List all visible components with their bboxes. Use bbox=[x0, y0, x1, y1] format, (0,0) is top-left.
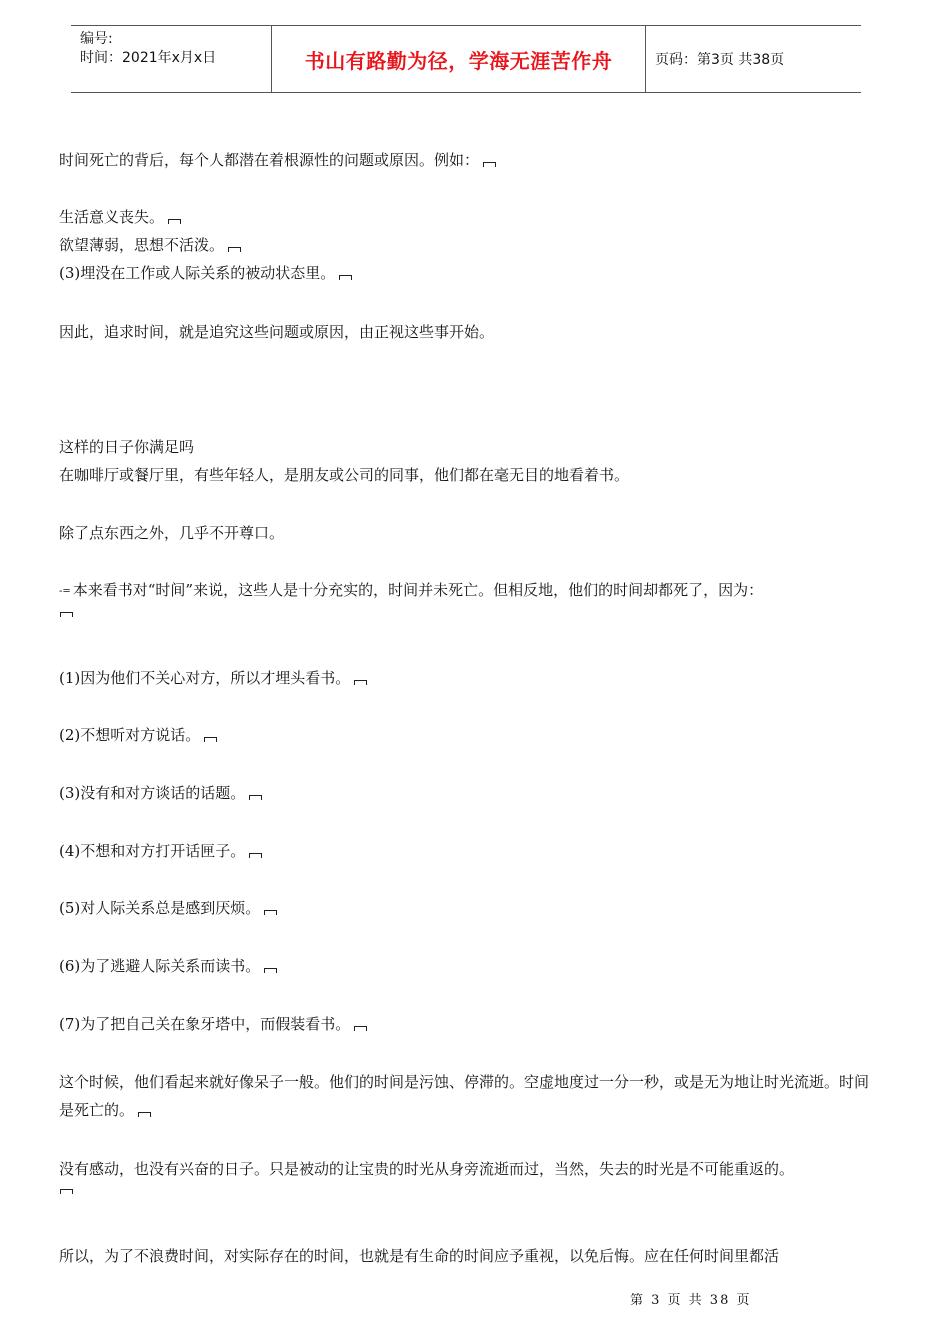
paragraph-mark-icon bbox=[60, 1189, 73, 1194]
paragraph: 在咖啡厅或餐厅里，有些年轻人，是朋友或公司的同事，他们都在毫无目的地看着书。 bbox=[59, 466, 630, 484]
paragraph: 所以，为了不浪费时间，对实际存在的时间，也就是有生命的时间应予重视，以免后悔。应在任何时间里都活 bbox=[59, 1247, 780, 1265]
document-header bbox=[71, 25, 861, 93]
paragraph: 没有感动，也没有兴奋的日子。只是被动的让宝贵的时光从身旁流逝而过，当然，失去的时光是不可能重返的。 bbox=[59, 1155, 889, 1194]
list-item: (4)不想和对方打开话匣子。 bbox=[59, 837, 889, 865]
paragraph-mark-icon bbox=[339, 275, 352, 280]
paragraph: 因此，追求时间，就是追究这些问题或原因，由正视这些事开始。 bbox=[59, 323, 495, 341]
paragraph-mark-icon bbox=[249, 853, 262, 858]
paragraph-prefix: -= bbox=[59, 586, 71, 597]
paragraph: 时间死亡的背后，每个人都潜在着根源性的问题或原因。例如： bbox=[59, 146, 889, 174]
list-item: (1)因为他们不关心对方，所以才埋头看书。 bbox=[59, 664, 889, 692]
header-motto-cell bbox=[272, 26, 646, 92]
paragraph: 欲望薄弱，思想不活泼。 bbox=[59, 231, 889, 259]
paragraph-mark-icon bbox=[204, 737, 217, 742]
page-footer bbox=[630, 1289, 751, 1308]
number-label: 编号: bbox=[80, 31, 113, 47]
list-item: (2)不想听对方说话。 bbox=[59, 721, 889, 749]
paragraph: 生活意义丧失。 bbox=[59, 203, 889, 231]
list-item: (3)没有和对方谈话的话题。 bbox=[59, 779, 889, 807]
paragraph: 这个时候，他们看起来就好像呆子一般。他们的时间是污蚀、停滞的。空虚地度过一分一秒，或是无为地让时光流逝。时间是死亡的。 bbox=[59, 1073, 870, 1119]
paragraph: (3)埋没在工作或人际关系的被动状态里。 bbox=[59, 259, 889, 287]
motto-text: 书山有路勤为径，学海无涯苦作舟 bbox=[304, 48, 613, 73]
list-item: (6)为了逃避人际关系而读书。 bbox=[59, 952, 889, 980]
section-heading: 这样的日子你满足吗 bbox=[59, 438, 195, 456]
paragraph-mark-icon bbox=[228, 247, 241, 252]
time-label: 时间：2021年x月x日 bbox=[80, 50, 217, 66]
paragraph-mark-icon bbox=[354, 1026, 367, 1031]
footer-page-info: 第 3 页 共 38 页 bbox=[630, 1293, 752, 1308]
paragraph-mark-icon bbox=[354, 680, 367, 685]
paragraph-mark-icon bbox=[168, 219, 181, 224]
paragraph: -= 本来看书对“时间”来说，这些人是十分充实的，时间并未死亡。但相反地，他们的时间却都死了，因为： bbox=[59, 576, 889, 617]
list-item: (7)为了把自己关在象牙塔中，而假装看书。 bbox=[59, 1010, 889, 1038]
paragraph-mark-icon bbox=[138, 1112, 151, 1117]
paragraph-mark-icon bbox=[249, 795, 262, 800]
paragraph: 除了点东西之外，几乎不开尊口。 bbox=[59, 524, 285, 542]
list-item: (5)对人际关系总是感到厌烦。 bbox=[59, 894, 889, 922]
header-meta-cell bbox=[71, 26, 272, 92]
paragraph-mark-icon bbox=[60, 612, 73, 617]
paragraph-mark-icon bbox=[483, 162, 496, 167]
paragraph-mark-icon bbox=[264, 968, 277, 973]
page-label: 页码：第3页 共38页 bbox=[655, 52, 785, 68]
paragraph-mark-icon bbox=[264, 910, 277, 915]
header-page-cell bbox=[646, 26, 861, 92]
